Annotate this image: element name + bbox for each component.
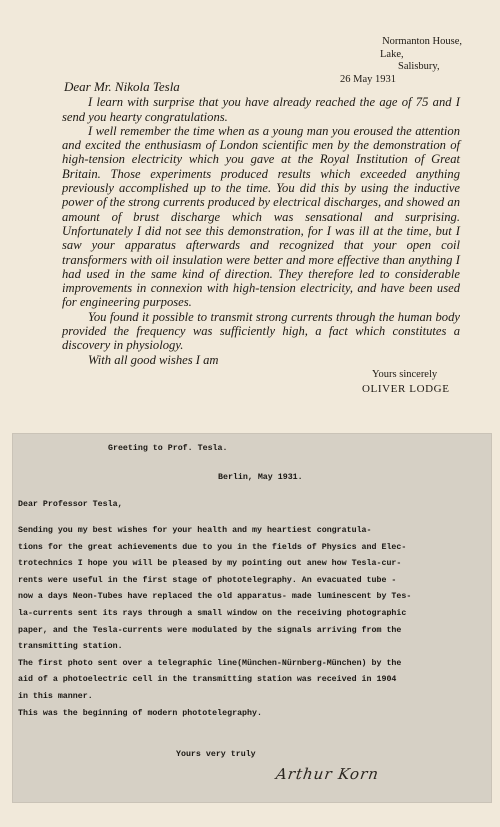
address-line: Salisbury,: [398, 61, 440, 72]
korn-letter-body: [12, 433, 492, 803]
yours-sincerely: Yours sincerely: [372, 369, 438, 380]
letter-date: 26 May 1931: [340, 73, 396, 85]
salutation: Dear Professor Tesla,: [18, 500, 123, 509]
text-line: aid of a photoelectric cell in the transmitting station was received in 1904: [18, 675, 397, 685]
handwritten-signature: Arthur Korn: [274, 765, 381, 783]
text-line: rents were useful in the first stage of phototelegraphy. An evacuated tube -: [18, 575, 397, 585]
korn-letter-sheet: [12, 433, 492, 803]
text-line: paper, and the Tesla-currents were modulated by the signals arriving from the: [18, 625, 402, 635]
signatory-name: OLIVER LODGE: [362, 383, 450, 395]
lodge-signature-block: [362, 367, 472, 397]
text-line: la-currents sent its rays through a small window on the receiving photographic: [18, 608, 407, 618]
greeting-title: Greeting to Prof. Tesla.: [108, 444, 228, 453]
text-line: The first photo sent over a telegraphic line(München-Nürnberg-München) by the: [18, 658, 402, 668]
sender-address: [340, 36, 462, 86]
paragraph: I learn with surprise that you have already reached the age of 75 and I send you hearty congratulations.: [62, 95, 460, 124]
lodge-letter-body: [62, 80, 460, 367]
closing: With all good wishes I am: [88, 352, 219, 367]
closing: Yours very truly: [176, 750, 256, 759]
paragraph: I well remember the time when as a young man you eroused the attention and excited the enthusiasm of London scientific men by the demonstration of high-tension electricity which you gave at the Royal Institution of Great Britain. Those experiments produced results which exceeded anything previously accomplished up to the time. You did this by using the inductive power of the strong currents produced by electrical discharges, and showed an amount of brust discharge which was sensational and surprising. Unfortunately I did not see this demonstration, for I was ill at the time, but I saw your apparatus afterwards and recognized that your open coil transformers with oil insulation were better and more effective than anything I had used in the same kind of direction. They therefore led to considerable improvements in connexion with high-tension electricity, and have been used for engineering purposes.: [62, 123, 460, 310]
address-line: Normanton House,: [382, 36, 462, 47]
text-line: Sending you my best wishes for your health and my heartiest congratula-: [18, 526, 372, 535]
text-line: tions for the great achievements due to you in the fields of Physics and Elec-: [18, 542, 407, 552]
place-date: Berlin, May 1931.: [218, 473, 303, 482]
text-line: now a days Neon-Tubes have replaced the old apparatus- made luminescent by Tes-: [18, 592, 412, 602]
salutation: Dear Mr. Nikola Tesla: [64, 79, 180, 94]
address-line: Lake,: [380, 48, 404, 60]
text-line: transmitting station.: [18, 642, 123, 652]
text-line: trotechnics I hope you will be pleased by my pointing out anew how Tesla-cur-: [18, 559, 402, 569]
letter-text: [18, 523, 463, 722]
paragraph: You found it possible to transmit strong currents through the human body provided the frequency was sufficiently high, a fact which constitutes a discovery in physiology.: [62, 309, 460, 353]
text-line: in this manner.: [18, 691, 93, 701]
text-line: This was the beginning of modern phototelegraphy.: [18, 708, 262, 718]
